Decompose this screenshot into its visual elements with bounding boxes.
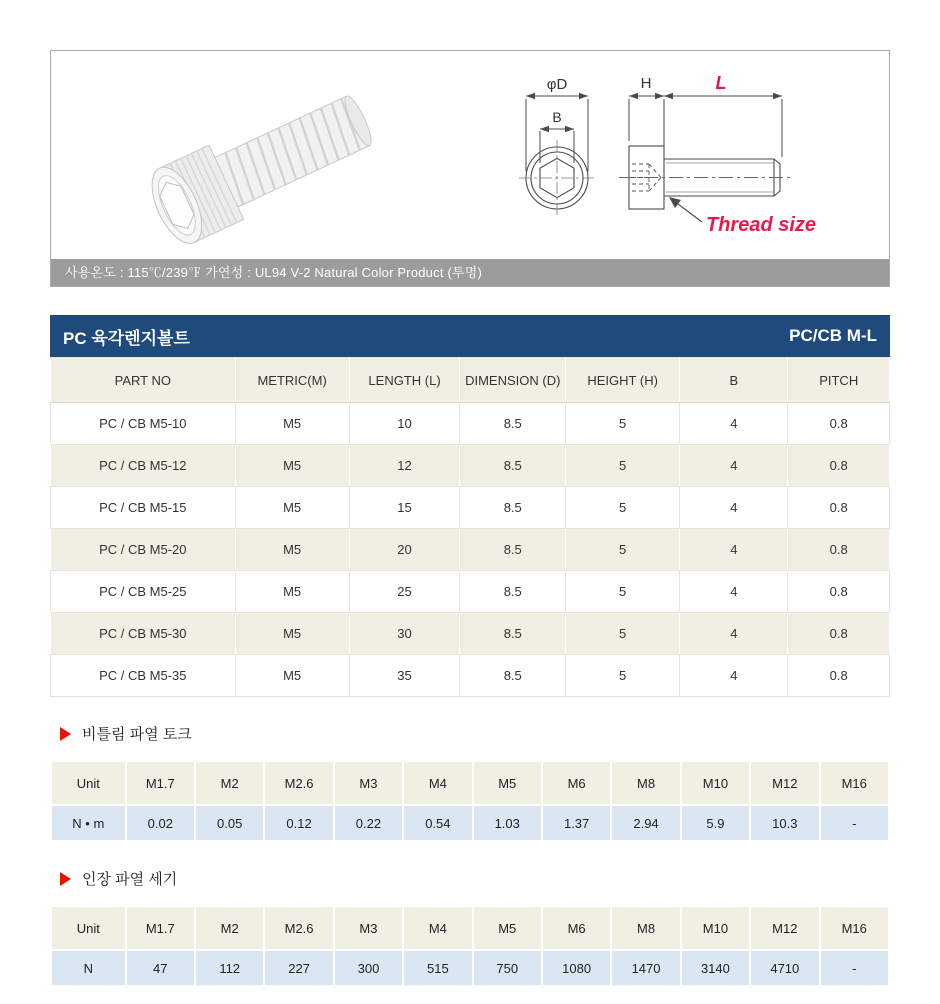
- cell-length: 10: [349, 403, 460, 445]
- catalog-page: [50, 50, 890, 987]
- tensile-col: M2: [195, 906, 264, 950]
- tensile-col: M6: [542, 906, 611, 950]
- cell-pitch: 0.8: [788, 613, 890, 655]
- spec-col-height: HEIGHT (H): [566, 358, 680, 403]
- product-title: PC 육각렌지볼트: [63, 328, 190, 348]
- cell-dimension: 8.5: [460, 571, 566, 613]
- torque-value: 1.03: [473, 805, 542, 841]
- spec-col-b: B: [680, 358, 788, 403]
- cell-part-no: PC / CB M5-10: [51, 403, 236, 445]
- spec-row: [51, 571, 890, 613]
- torque-section-heading: [60, 723, 890, 744]
- cell-length: 20: [349, 529, 460, 571]
- product-hero: [50, 50, 890, 287]
- cell-part-no: PC / CB M5-20: [51, 529, 236, 571]
- cell-height: 5: [566, 403, 680, 445]
- cell-metric: M5: [235, 445, 349, 487]
- cell-metric: M5: [235, 655, 349, 697]
- cell-height: 5: [566, 655, 680, 697]
- spec-col-pitch: PITCH: [788, 358, 890, 403]
- cell-b: 4: [680, 403, 788, 445]
- spec-row: [51, 403, 890, 445]
- cell-length: 12: [349, 445, 460, 487]
- cell-length: 30: [349, 613, 460, 655]
- cell-pitch: 0.8: [788, 529, 890, 571]
- label-socket-width: B: [552, 109, 562, 125]
- usage-caption: 사용온도 : 115℃/239℉ 가연성 : UL94 V-2 Natural Color Product (투명): [51, 259, 889, 286]
- cell-metric: M5: [235, 487, 349, 529]
- spec-row: [51, 445, 890, 487]
- torque-col: M12: [750, 761, 819, 805]
- tensile-value: 750: [473, 950, 542, 986]
- tensile-value: N: [51, 950, 126, 986]
- spec-row: [51, 655, 890, 697]
- tensile-value: -: [820, 950, 890, 986]
- tensile-col: M4: [403, 906, 472, 950]
- tensile-value: 1470: [611, 950, 680, 986]
- cell-part-no: PC / CB M5-35: [51, 655, 236, 697]
- tensile-value: 1080: [542, 950, 611, 986]
- section-marker-icon: [60, 872, 71, 886]
- tensile-value: 3140: [681, 950, 750, 986]
- cell-length: 25: [349, 571, 460, 613]
- tensile-value: 47: [126, 950, 195, 986]
- tensile-col: M10: [681, 906, 750, 950]
- tensile-value: 515: [403, 950, 472, 986]
- torque-col: M2: [195, 761, 264, 805]
- torque-col: M3: [334, 761, 403, 805]
- spec-col-length: LENGTH (L): [349, 358, 460, 403]
- torque-value: 10.3: [750, 805, 819, 841]
- torque-value: 2.94: [611, 805, 680, 841]
- label-diameter: φD: [546, 76, 568, 93]
- tensile-col: M1.7: [126, 906, 195, 950]
- tensile-col: M3: [334, 906, 403, 950]
- spec-col-metric: METRIC(M): [235, 358, 349, 403]
- dimension-drawing: [469, 51, 887, 259]
- cell-pitch: 0.8: [788, 445, 890, 487]
- cell-metric: M5: [235, 403, 349, 445]
- cell-b: 4: [680, 613, 788, 655]
- product-photo: [73, 57, 463, 257]
- torque-col: M1.7: [126, 761, 195, 805]
- cell-b: 4: [680, 571, 788, 613]
- spec-row: [51, 529, 890, 571]
- torque-value: 1.37: [542, 805, 611, 841]
- torque-value: 0.02: [126, 805, 195, 841]
- torque-col: M2.6: [264, 761, 333, 805]
- torque-value: 0.22: [334, 805, 403, 841]
- cell-height: 5: [566, 529, 680, 571]
- tensile-value: 227: [264, 950, 333, 986]
- tensile-col: M2.6: [264, 906, 333, 950]
- cell-pitch: 0.8: [788, 403, 890, 445]
- model-code: PC/CB M-L: [789, 326, 877, 345]
- cell-length: 15: [349, 487, 460, 529]
- torque-col: M5: [473, 761, 542, 805]
- cell-pitch: 0.8: [788, 655, 890, 697]
- spec-table: [50, 357, 890, 697]
- tensile-value-row: [51, 950, 889, 986]
- cell-dimension: 8.5: [460, 403, 566, 445]
- tensile-heading-label: 인장 파열 세기: [82, 871, 178, 888]
- tensile-table: [50, 905, 890, 987]
- cell-b: 4: [680, 487, 788, 529]
- tensile-value: 300: [334, 950, 403, 986]
- torque-col: M8: [611, 761, 680, 805]
- torque-value: 5.9: [681, 805, 750, 841]
- spec-col-part-no: PART NO: [51, 358, 236, 403]
- torque-value: N • m: [51, 805, 126, 841]
- cell-dimension: 8.5: [460, 445, 566, 487]
- cell-height: 5: [566, 487, 680, 529]
- product-title-bar: [50, 315, 890, 357]
- cell-dimension: 8.5: [460, 655, 566, 697]
- cell-metric: M5: [235, 529, 349, 571]
- cell-pitch: 0.8: [788, 487, 890, 529]
- cell-pitch: 0.8: [788, 571, 890, 613]
- spec-row: [51, 487, 890, 529]
- torque-value-row: [51, 805, 889, 841]
- torque-value: -: [820, 805, 890, 841]
- tensile-section-heading: [60, 868, 890, 889]
- tensile-col: M8: [611, 906, 680, 950]
- spec-header-row: [51, 358, 890, 403]
- section-marker-icon: [60, 727, 71, 741]
- torque-table: [50, 760, 890, 842]
- cell-part-no: PC / CB M5-30: [51, 613, 236, 655]
- cell-b: 4: [680, 445, 788, 487]
- cell-b: 4: [680, 529, 788, 571]
- label-length: L: [715, 73, 727, 93]
- torque-col: M10: [681, 761, 750, 805]
- tensile-col: M16: [820, 906, 890, 950]
- tensile-value: 4710: [750, 950, 819, 986]
- torque-col: M4: [403, 761, 472, 805]
- cell-height: 5: [566, 613, 680, 655]
- cell-length: 35: [349, 655, 460, 697]
- cell-b: 4: [680, 655, 788, 697]
- tensile-col: M5: [473, 906, 542, 950]
- torque-value: 0.05: [195, 805, 264, 841]
- cell-dimension: 8.5: [460, 529, 566, 571]
- torque-col: M6: [542, 761, 611, 805]
- cell-metric: M5: [235, 571, 349, 613]
- cell-height: 5: [566, 445, 680, 487]
- cell-dimension: 8.5: [460, 487, 566, 529]
- tensile-value: 112: [195, 950, 264, 986]
- cell-part-no: PC / CB M5-12: [51, 445, 236, 487]
- torque-value: 0.12: [264, 805, 333, 841]
- cell-height: 5: [566, 571, 680, 613]
- torque-col: Unit: [51, 761, 126, 805]
- cell-part-no: PC / CB M5-25: [51, 571, 236, 613]
- cell-dimension: 8.5: [460, 613, 566, 655]
- tensile-col: M12: [750, 906, 819, 950]
- torque-header-row: [51, 761, 889, 805]
- tensile-col: Unit: [51, 906, 126, 950]
- label-thread-size: Thread size: [706, 214, 817, 236]
- label-head-height: H: [640, 75, 652, 92]
- cell-part-no: PC / CB M5-15: [51, 487, 236, 529]
- spec-row: [51, 613, 890, 655]
- tensile-header-row: [51, 906, 889, 950]
- spec-col-dimension: DIMENSION (D): [460, 358, 566, 403]
- torque-col: M16: [820, 761, 890, 805]
- torque-value: 0.54: [403, 805, 472, 841]
- torque-heading-label: 비틀림 파열 토크: [82, 726, 192, 743]
- cell-metric: M5: [235, 613, 349, 655]
